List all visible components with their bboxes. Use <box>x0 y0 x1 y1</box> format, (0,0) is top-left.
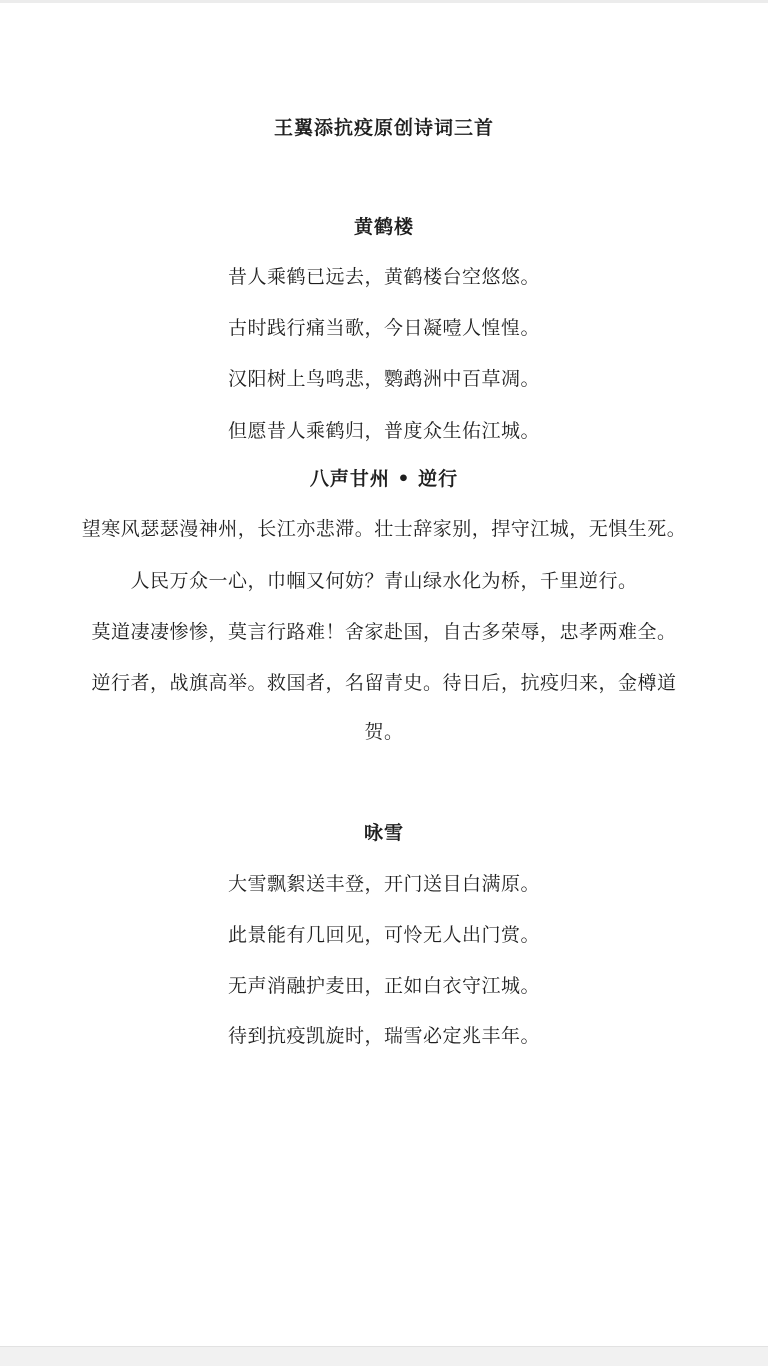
poem-line: 望寒风瑟瑟漫神州，长江亦悲滞。壮士辞家别，捍守江城，无惧生死。 <box>81 518 687 540</box>
poem-title-baishenganzhou: 八声甘州 • 逆行 <box>309 468 459 490</box>
poem-line: 昔人乘鹤已远去，黄鹤楼台空悠悠。 <box>227 266 540 288</box>
poem-line: 但愿昔人乘鹤归，普度众生佑江城。 <box>227 420 540 442</box>
poem-line: 逆行者，战旗高举。救国者，名留青史。待日后，抗疫归来，金樽道 <box>91 672 677 694</box>
poem-title-huanghelou: 黄鹤楼 <box>353 216 414 238</box>
poem-line: 大雪飘絮送丰登，开门送目白满原。 <box>227 873 540 895</box>
poem-line: 此景能有几回见，可怜无人出门赏。 <box>227 924 540 946</box>
poem-line: 人民万众一心，巾帼又何妨？青山绿水化为桥，千里逆行。 <box>130 570 638 592</box>
top-edge <box>0 0 768 3</box>
poem-line: 汉阳树上鸟鸣悲，鹦鹉洲中百草凋。 <box>227 368 540 390</box>
document-title: 王翼添抗疫原创诗词三首 <box>273 117 494 139</box>
poem-title-yongxue: 咏雪 <box>363 822 404 844</box>
poem-line: 无声消融护麦田，正如白衣守江城。 <box>227 975 540 997</box>
poem-line: 待到抗疫凯旋时，瑞雪必定兆丰年。 <box>227 1025 540 1047</box>
poem-line: 古时践行痛当歌，今日凝噎人惶惶。 <box>227 317 540 339</box>
bottom-bar <box>0 1346 768 1366</box>
poem-line: 莫道凄凄惨惨，莫言行路难！舍家赴国，自古多荣辱，忠孝两难全。 <box>91 621 677 643</box>
poem-line: 贺。 <box>364 721 404 743</box>
